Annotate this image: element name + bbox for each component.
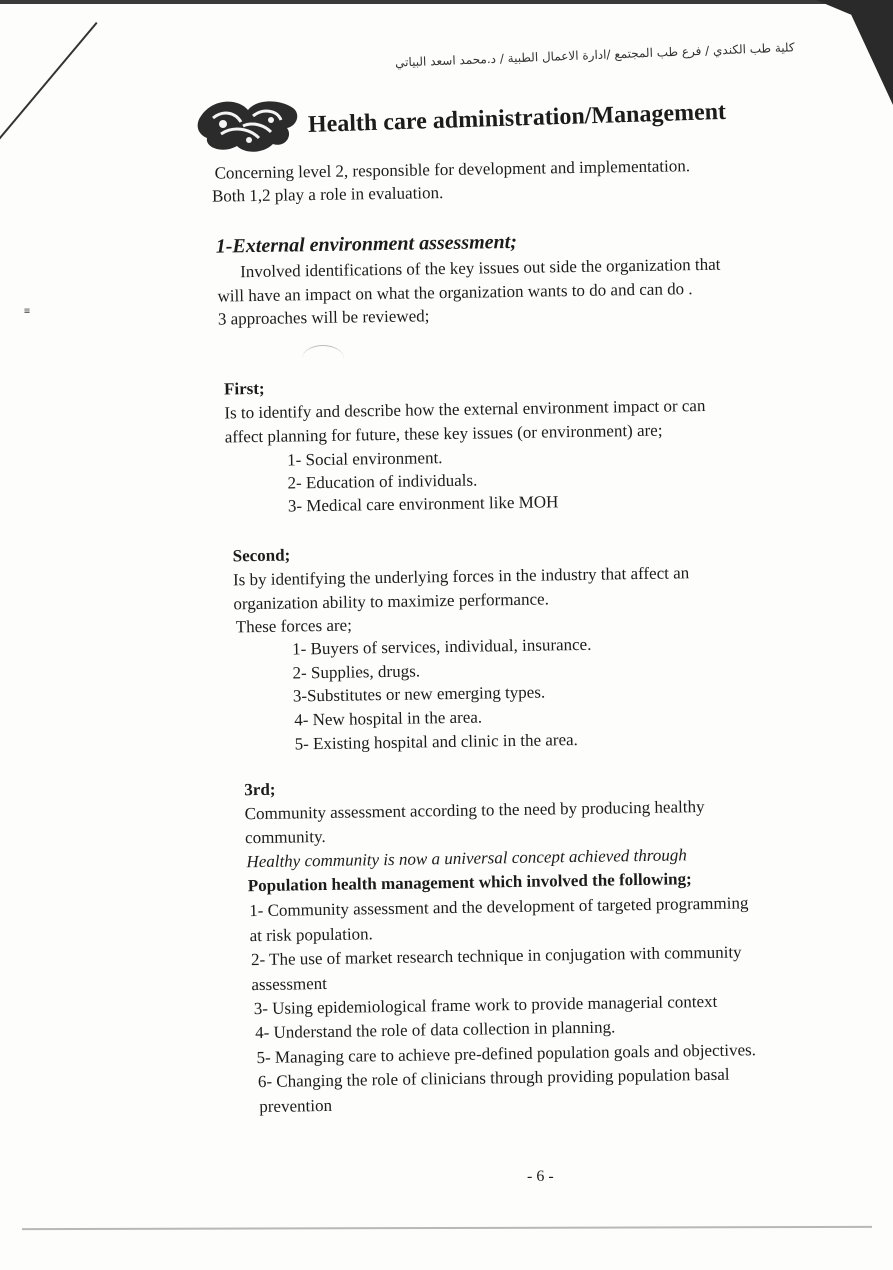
third-item-1: 1- Community assessment and the development of targeted programming [249, 893, 749, 921]
third-item-2: 2- The use of market research technique in conjugation with community [250, 942, 742, 970]
second-item-1: 1- Buyers of services, individual, insurance. [291, 634, 592, 659]
second-item-2: 2- Supplies, drugs. [292, 661, 421, 683]
third-bold-line: Population health management which involved the following; [247, 869, 692, 896]
page-title: Health care administration/Management [307, 98, 727, 138]
third-line-1: Community assessment according to the need by producing healthy [244, 797, 705, 824]
first-item-1: 1- Social environment. [287, 448, 443, 470]
third-item-6: 6- Changing the role of clinicians through providing population basal [257, 1064, 730, 1092]
margin-mark: ≡ [24, 306, 31, 317]
arabic-header: كلية طب الكندي / فرع طب المجتمع /ادارة الاعمال الطبية / د.محمد اسعد البياتي [395, 40, 796, 70]
third-heading: 3rd; [244, 779, 276, 800]
page-number: - 6 - [527, 1168, 554, 1185]
third-item-4: 4- Understand the role of data collection in planning. [254, 1017, 616, 1043]
third-item-6-cont: prevention [259, 1095, 333, 1117]
second-heading: Second; [232, 545, 291, 566]
section1-line-3: 3 approaches will be reviewed; [217, 306, 430, 329]
third-line-2: community. [244, 826, 326, 848]
third-item-3: 3- Using epidemiological frame work to provide managerial context [253, 991, 718, 1019]
first-line-1: Is to identify and describe how the external environment impact or can [224, 395, 706, 423]
second-item-5: 5- Existing hospital and clinic in the area. [294, 730, 578, 754]
first-item-3: 3- Medical care environment like MOH [287, 492, 559, 516]
second-item-3: 3-Substitutes or new emerging types. [292, 682, 546, 706]
section-heading-external: 1-External environment assessment; [215, 230, 518, 258]
third-italic-line: Healthy community is now a universal concept achieved through [246, 845, 687, 872]
first-heading: First; [223, 378, 265, 399]
intro-line-1: Concerning level 2, responsible for development and implementation. [214, 156, 691, 183]
third-item-1-cont: at risk population. [249, 924, 373, 946]
third-item-5: 5- Managing care to achieve pre-defined population goals and objectives. [256, 1040, 757, 1068]
second-line-3: These forces are; [235, 615, 353, 637]
first-item-2: 2- Education of individuals. [287, 470, 478, 493]
intro-line-2: Both 1,2 play a role in evaluation. [211, 183, 444, 206]
section1-line-2: will have an impact on what the organization wants to do and can do . [217, 279, 693, 306]
section1-line-1: Involved identifications of the key issues out side the organization that [240, 254, 721, 282]
first-line-2: affect planning for future, these key issues (or environment) are; [224, 420, 663, 447]
third-item-2-cont: assessment [251, 973, 328, 995]
second-item-4: 4- New hospital in the area. [294, 707, 483, 730]
second-line-2: organization ability to maximize performance. [233, 589, 550, 614]
second-line-1: Is by identifying the underlying forces in the industry that affect an [232, 563, 690, 590]
